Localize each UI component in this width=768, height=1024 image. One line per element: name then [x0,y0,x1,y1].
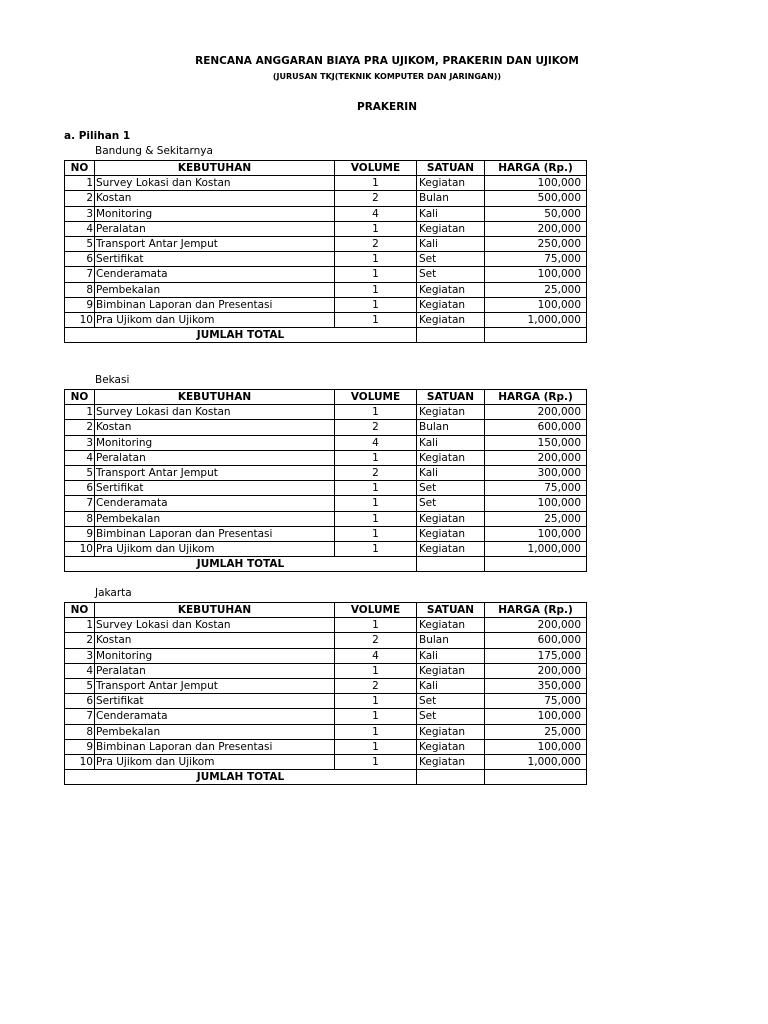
cell-harga: 500,000 [485,191,587,206]
cell-volume: 1 [335,267,417,282]
table-row [65,481,587,496]
cell-harga: 25,000 [485,511,587,526]
cell-satuan: Kali [417,465,485,480]
cell-no: 1 [65,405,95,420]
cell-kebutuhan: Cenderamata [95,496,335,511]
cell-kebutuhan: Kostan [95,633,335,648]
table-header-row [65,161,587,176]
cell-satuan: Kali [417,435,485,450]
table-row [65,709,587,724]
cell-volume: 1 [335,694,417,709]
header-col-kebutuhan: KEBUTUHAN [95,603,335,618]
table-row [65,191,587,206]
cell-satuan: Kegiatan [417,297,485,312]
cell-no: 3 [65,206,95,221]
cell-volume: 2 [335,236,417,251]
cell-harga: 150,000 [485,435,587,450]
cell-harga: 100,000 [485,267,587,282]
table-row [65,663,587,678]
table-row [65,511,587,526]
cell-harga: 100,000 [485,496,587,511]
cell-no: 4 [65,221,95,236]
table-row [65,496,587,511]
table-row [65,297,587,312]
header-col-harga: HARGA (Rp.) [485,603,587,618]
cell-kebutuhan: Pembekalan [95,511,335,526]
cell-kebutuhan: Monitoring [95,648,335,663]
cell-kebutuhan: Survey Lokasi dan Kostan [95,176,335,191]
cell-kebutuhan: Sertifikat [95,481,335,496]
cell-satuan: Set [417,496,485,511]
cell-kebutuhan: Cenderamata [95,709,335,724]
cell-harga: 1,000,000 [485,541,587,556]
cell-kebutuhan: Bimbinan Laporan dan Presentasi [95,739,335,754]
budget-table-bandung [64,160,587,343]
header-col-no: NO [65,603,95,618]
cell-harga: 50,000 [485,206,587,221]
cell-volume: 1 [335,724,417,739]
cell-volume: 1 [335,739,417,754]
cell-no: 5 [65,678,95,693]
cell-kebutuhan: Peralatan [95,663,335,678]
cell-kebutuhan: Pra Ujikom dan Ujikom [95,312,335,327]
table-row [65,252,587,267]
option-label: a. Pilihan 1 [64,130,131,142]
cell-no: 4 [65,663,95,678]
cell-kebutuhan: Sertifikat [95,694,335,709]
cell-satuan: Bulan [417,633,485,648]
cell-kebutuhan: Pembekalan [95,282,335,297]
cell-no: 8 [65,724,95,739]
cell-harga: 75,000 [485,481,587,496]
table-row [65,420,587,435]
cell-satuan: Kegiatan [417,541,485,556]
cell-satuan: Set [417,267,485,282]
cell-kebutuhan: Pembekalan [95,724,335,739]
cell-kebutuhan: Pra Ujikom dan Ujikom [95,754,335,769]
cell-kebutuhan: Peralatan [95,450,335,465]
cell-harga: 200,000 [485,221,587,236]
cell-satuan: Kali [417,678,485,693]
cell-satuan: Kegiatan [417,282,485,297]
cell-satuan: Set [417,481,485,496]
cell-harga: 600,000 [485,633,587,648]
total-satuan-cell [417,770,485,785]
cell-kebutuhan: Bimbinan Laporan dan Presentasi [95,297,335,312]
cell-no: 9 [65,526,95,541]
header-col-harga: HARGA (Rp.) [485,390,587,405]
table-row [65,526,587,541]
cell-harga: 100,000 [485,176,587,191]
table-row [65,724,587,739]
table-row [65,648,587,663]
cell-no: 4 [65,450,95,465]
cell-harga: 1,000,000 [485,754,587,769]
region-label-bekasi: Bekasi [95,374,130,386]
cell-satuan: Set [417,709,485,724]
cell-harga: 100,000 [485,526,587,541]
table-row [65,282,587,297]
cell-volume: 4 [335,435,417,450]
cell-kebutuhan: Monitoring [95,435,335,450]
header-col-harga: HARGA (Rp.) [485,161,587,176]
cell-satuan: Kali [417,206,485,221]
cell-volume: 1 [335,312,417,327]
cell-no: 5 [65,465,95,480]
total-label: JUMLAH TOTAL [65,770,417,785]
total-satuan-cell [417,328,485,343]
cell-satuan: Kegiatan [417,176,485,191]
table-row [65,206,587,221]
total-satuan-cell [417,557,485,572]
table-row [65,405,587,420]
header-col-no: NO [65,161,95,176]
cell-satuan: Kegiatan [417,663,485,678]
cell-no: 3 [65,648,95,663]
table-row [65,236,587,251]
cell-no: 8 [65,511,95,526]
cell-satuan: Kegiatan [417,754,485,769]
table-row [65,633,587,648]
total-harga-cell [485,328,587,343]
cell-volume: 2 [335,465,417,480]
cell-volume: 1 [335,221,417,236]
cell-volume: 1 [335,754,417,769]
cell-kebutuhan: Kostan [95,191,335,206]
cell-no: 10 [65,312,95,327]
budget-table-bekasi [64,389,587,572]
header-col-volume: VOLUME [335,161,417,176]
cell-no: 7 [65,267,95,282]
cell-volume: 1 [335,252,417,267]
cell-no: 7 [65,496,95,511]
table-row [65,435,587,450]
table-row [65,541,587,556]
cell-satuan: Kegiatan [417,221,485,236]
cell-satuan: Kali [417,648,485,663]
cell-harga: 100,000 [485,739,587,754]
cell-volume: 1 [335,511,417,526]
cell-no: 9 [65,739,95,754]
header-col-satuan: SATUAN [417,603,485,618]
section-heading: PRAKERIN [357,101,417,113]
table-row [65,694,587,709]
cell-satuan: Set [417,694,485,709]
cell-volume: 4 [335,206,417,221]
cell-harga: 75,000 [485,252,587,267]
table-header-row [65,603,587,618]
total-row [65,770,587,785]
header-col-no: NO [65,390,95,405]
cell-volume: 2 [335,420,417,435]
header-col-kebutuhan: KEBUTUHAN [95,161,335,176]
cell-volume: 4 [335,648,417,663]
table-row [65,465,587,480]
cell-harga: 25,000 [485,724,587,739]
cell-harga: 25,000 [485,282,587,297]
total-harga-cell [485,770,587,785]
cell-satuan: Bulan [417,420,485,435]
cell-kebutuhan: Transport Antar Jemput [95,678,335,693]
total-label: JUMLAH TOTAL [65,557,417,572]
total-label: JUMLAH TOTAL [65,328,417,343]
cell-volume: 1 [335,282,417,297]
cell-no: 2 [65,191,95,206]
document-subtitle: (JURUSAN TKJ(TEKNIK KOMPUTER DAN JARINGAN)) [272,72,502,81]
cell-kebutuhan: Cenderamata [95,267,335,282]
cell-harga: 300,000 [485,465,587,480]
cell-no: 9 [65,297,95,312]
header-col-satuan: SATUAN [417,161,485,176]
cell-volume: 1 [335,526,417,541]
cell-harga: 200,000 [485,405,587,420]
cell-satuan: Kegiatan [417,450,485,465]
cell-satuan: Kegiatan [417,618,485,633]
table-row [65,739,587,754]
cell-volume: 2 [335,633,417,648]
cell-satuan: Kegiatan [417,724,485,739]
cell-volume: 1 [335,481,417,496]
cell-volume: 1 [335,496,417,511]
cell-no: 6 [65,481,95,496]
cell-volume: 1 [335,405,417,420]
cell-harga: 100,000 [485,709,587,724]
total-harga-cell [485,557,587,572]
cell-volume: 1 [335,618,417,633]
cell-harga: 100,000 [485,297,587,312]
cell-harga: 75,000 [485,694,587,709]
cell-no: 2 [65,633,95,648]
cell-satuan: Kegiatan [417,511,485,526]
header-col-satuan: SATUAN [417,390,485,405]
header-col-volume: VOLUME [335,603,417,618]
cell-volume: 1 [335,297,417,312]
region-label-jakarta: Jakarta [95,587,132,599]
cell-harga: 600,000 [485,420,587,435]
region-label-bandung: Bandung & Sekitarnya [95,145,213,157]
cell-kebutuhan: Kostan [95,420,335,435]
cell-harga: 350,000 [485,678,587,693]
table-row [65,678,587,693]
cell-satuan: Set [417,252,485,267]
document-title: RENCANA ANGGARAN BIAYA PRA UJIKOM, PRAKERIN DAN UJIKOM [195,55,579,67]
cell-satuan: Kali [417,236,485,251]
cell-no: 7 [65,709,95,724]
table-row [65,618,587,633]
cell-no: 1 [65,618,95,633]
header-col-kebutuhan: KEBUTUHAN [95,390,335,405]
table-row [65,312,587,327]
cell-volume: 2 [335,191,417,206]
cell-volume: 1 [335,541,417,556]
cell-volume: 1 [335,663,417,678]
cell-satuan: Bulan [417,191,485,206]
cell-satuan: Kegiatan [417,526,485,541]
cell-volume: 2 [335,678,417,693]
cell-volume: 1 [335,450,417,465]
cell-harga: 175,000 [485,648,587,663]
cell-no: 2 [65,420,95,435]
cell-satuan: Kegiatan [417,312,485,327]
cell-satuan: Kegiatan [417,405,485,420]
cell-harga: 200,000 [485,618,587,633]
cell-no: 6 [65,694,95,709]
cell-no: 3 [65,435,95,450]
table-row [65,176,587,191]
cell-no: 8 [65,282,95,297]
budget-table-jakarta [64,602,587,785]
cell-no: 5 [65,236,95,251]
cell-kebutuhan: Survey Lokasi dan Kostan [95,405,335,420]
cell-volume: 1 [335,709,417,724]
cell-harga: 1,000,000 [485,312,587,327]
table-row [65,754,587,769]
table-header-row [65,390,587,405]
cell-kebutuhan: Transport Antar Jemput [95,465,335,480]
cell-kebutuhan: Transport Antar Jemput [95,236,335,251]
cell-harga: 200,000 [485,450,587,465]
cell-no: 10 [65,541,95,556]
cell-no: 1 [65,176,95,191]
cell-satuan: Kegiatan [417,739,485,754]
table-row [65,221,587,236]
table-row [65,267,587,282]
cell-harga: 250,000 [485,236,587,251]
cell-kebutuhan: Bimbinan Laporan dan Presentasi [95,526,335,541]
cell-no: 10 [65,754,95,769]
cell-no: 6 [65,252,95,267]
table-row [65,450,587,465]
total-row [65,328,587,343]
header-col-volume: VOLUME [335,390,417,405]
cell-kebutuhan: Sertifikat [95,252,335,267]
cell-volume: 1 [335,176,417,191]
total-row [65,557,587,572]
cell-kebutuhan: Monitoring [95,206,335,221]
cell-kebutuhan: Survey Lokasi dan Kostan [95,618,335,633]
cell-kebutuhan: Pra Ujikom dan Ujikom [95,541,335,556]
cell-harga: 200,000 [485,663,587,678]
cell-kebutuhan: Peralatan [95,221,335,236]
